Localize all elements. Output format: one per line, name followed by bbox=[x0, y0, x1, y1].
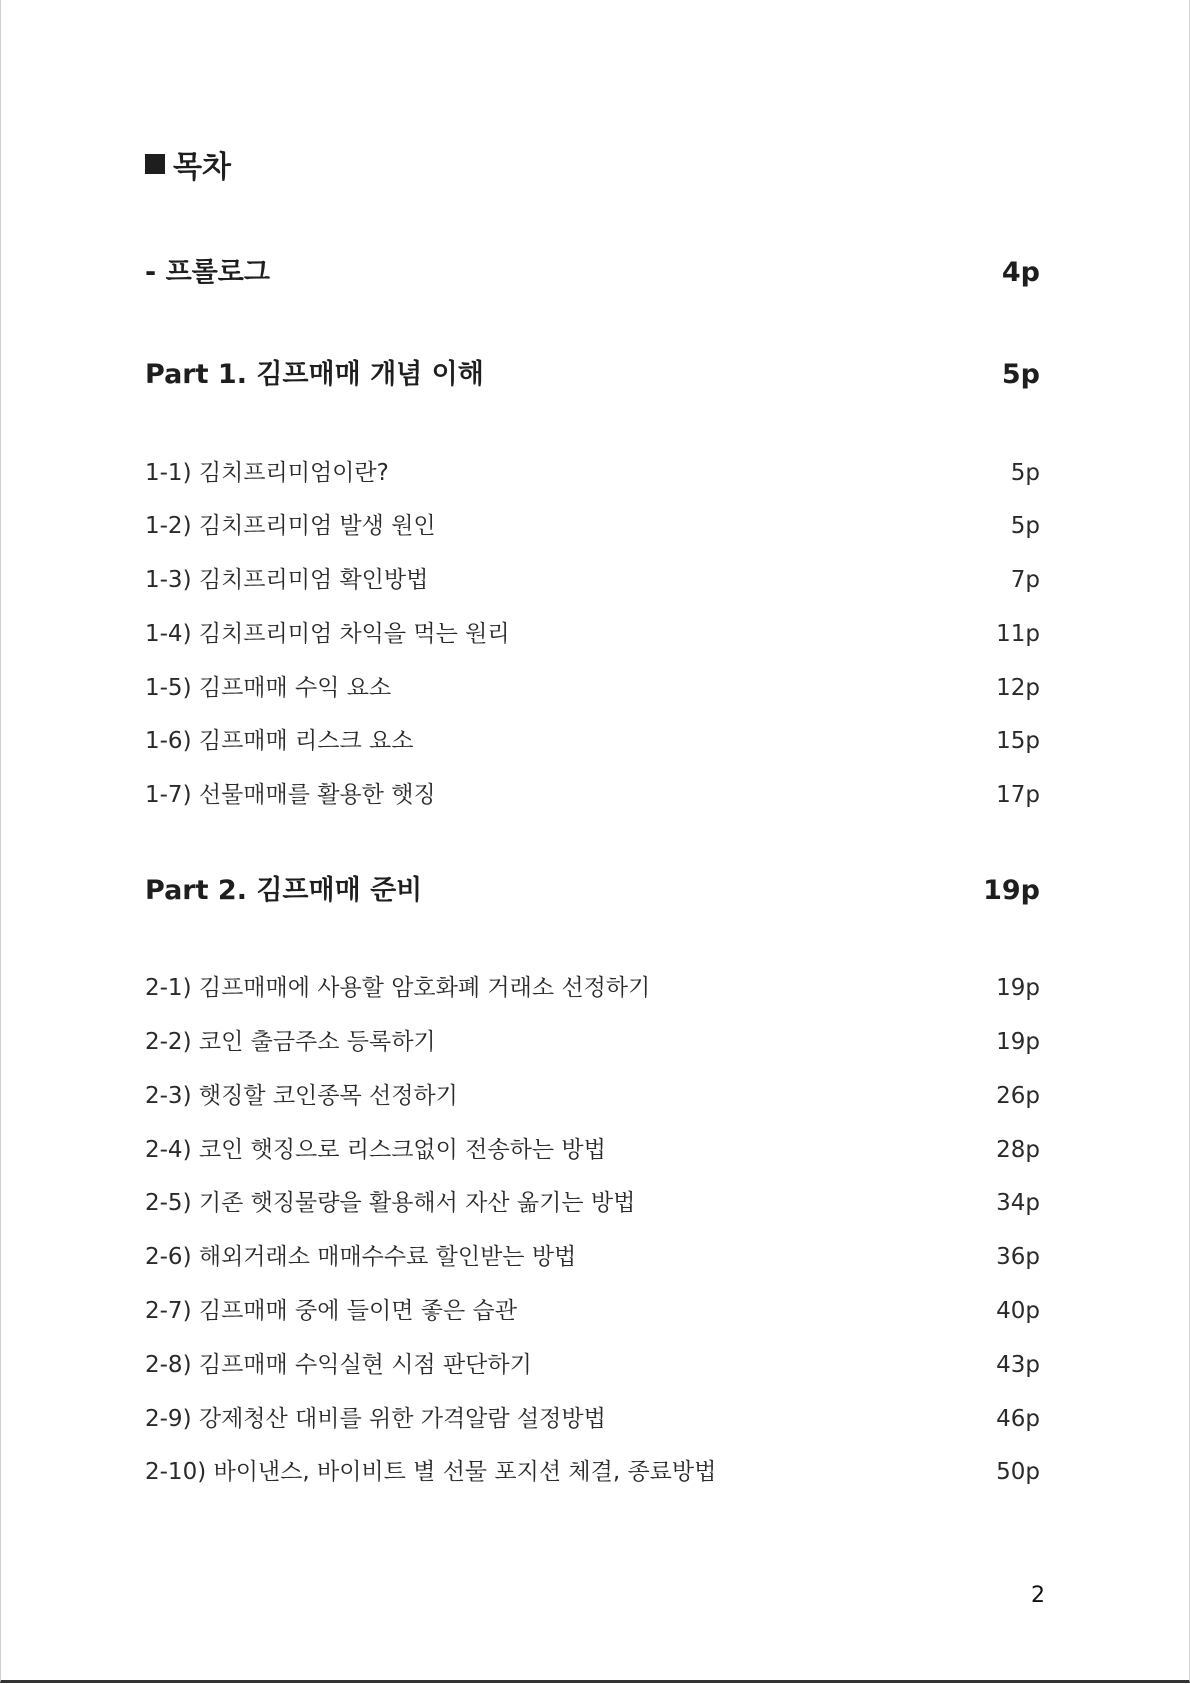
toc-entry-1-5 bbox=[145, 669, 1040, 702]
toc-entry-page: 50p bbox=[996, 1459, 1040, 1485]
toc-entry-label: 2-6) 해외거래소 매매수수료 할인받는 방법 bbox=[145, 1244, 577, 1270]
toc-entry-page: 26p bbox=[996, 1083, 1040, 1109]
toc-entry-label: 1-3) 김치프리미엄 확인방법 bbox=[145, 567, 429, 593]
toc-entry-2-7 bbox=[145, 1292, 1040, 1325]
toc-entry-part-2 bbox=[145, 868, 1040, 907]
toc-entry-page: 15p bbox=[996, 728, 1040, 754]
toc-entry-2-5 bbox=[145, 1184, 1040, 1217]
toc-entry-label: 2-7) 김프매매 중에 들이면 좋은 습관 bbox=[145, 1298, 517, 1324]
toc-entry-label: 2-2) 코인 출금주소 등록하기 bbox=[145, 1029, 436, 1055]
toc-entry-page: 5p bbox=[1010, 513, 1040, 539]
toc-entry-page: 36p bbox=[996, 1244, 1040, 1270]
toc-entry-2-8 bbox=[145, 1346, 1040, 1379]
toc-entry-page: 7p bbox=[1010, 567, 1040, 593]
toc-entry-label: 2-8) 김프매매 수익실현 시점 판단하기 bbox=[145, 1352, 532, 1378]
toc-entry-page: 12p bbox=[996, 675, 1040, 701]
toc-entry-label: 1-6) 김프매매 리스크 요소 bbox=[145, 728, 414, 754]
toc-entry-label: - 프롤로그 bbox=[145, 257, 270, 288]
toc-entry-2-10 bbox=[145, 1453, 1040, 1486]
toc-entry-label: 1-2) 김치프리미엄 발생 원인 bbox=[145, 513, 436, 539]
toc-entry-2-9 bbox=[145, 1400, 1040, 1433]
toc-entry-page: 17p bbox=[996, 782, 1040, 808]
toc-entry-2-4 bbox=[145, 1131, 1040, 1164]
toc-heading-text: 목차 bbox=[173, 150, 231, 185]
toc-entry-2-1 bbox=[145, 969, 1040, 1002]
toc-entry-1-7 bbox=[145, 776, 1040, 809]
toc-entry-prologue bbox=[145, 250, 1040, 289]
toc-entry-label: 2-9) 강제청산 대비를 위한 가격알람 설정방법 bbox=[145, 1406, 606, 1432]
toc-entry-1-3 bbox=[145, 561, 1040, 594]
toc-entry-label: 1-5) 김프매매 수익 요소 bbox=[145, 675, 392, 701]
toc-entry-1-2 bbox=[145, 507, 1040, 540]
toc-entry-page: 5p bbox=[1001, 359, 1040, 390]
toc-entry-part-1 bbox=[145, 352, 1040, 391]
toc-entry-1-1 bbox=[145, 454, 1040, 487]
toc-entry-page: 5p bbox=[1010, 460, 1040, 486]
toc-entry-page: 19p bbox=[996, 975, 1040, 1001]
toc-entry-label: 2-5) 기존 햇징물량을 활용해서 자산 옮기는 방법 bbox=[145, 1190, 636, 1216]
toc-entry-page: 19p bbox=[996, 1029, 1040, 1055]
toc-entry-label: Part 2. 김프매매 준비 bbox=[145, 875, 423, 906]
toc-entry-1-6 bbox=[145, 722, 1040, 755]
toc-entry-label: 1-4) 김치프리미엄 차익을 먹는 원리 bbox=[145, 621, 510, 647]
toc-entry-page: 4p bbox=[1001, 257, 1040, 288]
toc-entry-2-3 bbox=[145, 1077, 1040, 1110]
toc-entry-page: 19p bbox=[983, 875, 1040, 906]
toc-entry-page: 28p bbox=[996, 1137, 1040, 1163]
toc-entry-label: 2-1) 김프매매에 사용할 암호화폐 거래소 선정하기 bbox=[145, 975, 651, 1001]
toc-entry-label: 1-1) 김치프리미엄이란? bbox=[145, 460, 389, 486]
toc-entry-1-4 bbox=[145, 615, 1040, 648]
toc-entry-label: 2-10) 바이낸스, 바이비트 별 선물 포지션 체결, 종료방법 bbox=[145, 1459, 717, 1485]
toc-entry-page: 40p bbox=[996, 1298, 1040, 1324]
toc-entry-page: 11p bbox=[996, 621, 1040, 647]
toc-entry-label: 2-3) 햇징할 코인종목 선정하기 bbox=[145, 1083, 458, 1109]
black-square-icon bbox=[145, 154, 165, 174]
toc-entry-2-2 bbox=[145, 1023, 1040, 1056]
toc-entry-label: 1-7) 선물매매를 활용한 햇징 bbox=[145, 782, 436, 808]
toc-entry-page: 34p bbox=[996, 1190, 1040, 1216]
toc-entry-page: 46p bbox=[996, 1406, 1040, 1432]
page-number: 2 bbox=[1031, 1583, 1045, 1608]
toc-entry-2-6 bbox=[145, 1238, 1040, 1271]
toc-entry-page: 43p bbox=[996, 1352, 1040, 1378]
toc-heading bbox=[145, 142, 231, 186]
toc-entry-label: 2-4) 코인 햇징으로 리스크없이 전송하는 방법 bbox=[145, 1137, 606, 1163]
toc-entry-label: Part 1. 김프매매 개념 이해 bbox=[145, 359, 484, 390]
